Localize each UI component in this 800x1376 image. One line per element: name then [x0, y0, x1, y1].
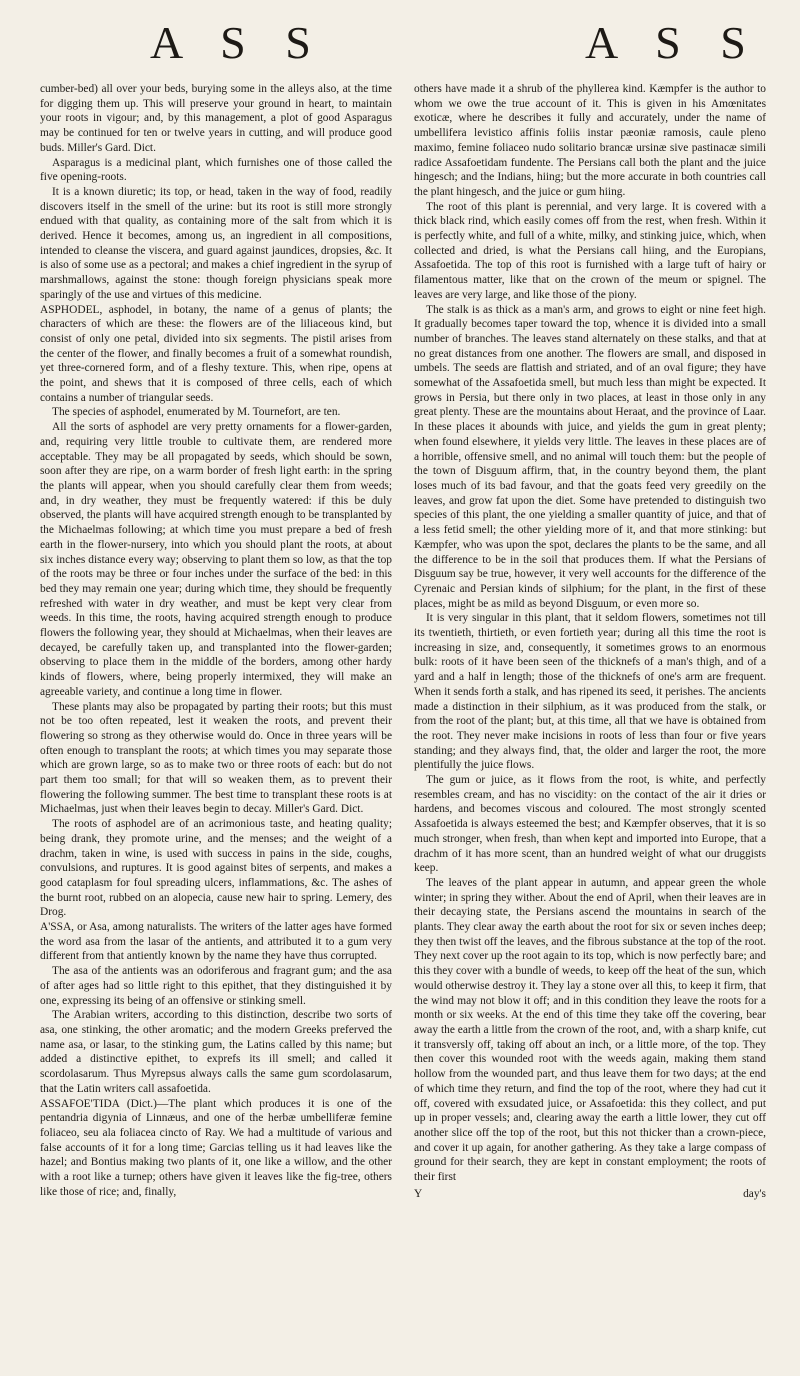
paragraph: It is very singular in this plant, that it seldom flowers, sometimes not till its twentieth, thirtieth, or even fortieth year; during all this time the root is increasing in size, and, consequently, it sometimes grows to an enormous bulk: roots of it have been seen of the thicknefs of a man's thigh, and of a yard and a half in length; those of the thicknefs of one's arm are frequent. When it sends forth a stalk, and has ripened its seed, it perishes. The ancients made a distinction in their silphium, as it was produced from the stalk, or from the root of the plant; but, at this time, all that we have is obtained from the root. They never make incisions in roots of less than four or five years standing; and they always find, that, the older and larger the root, the more plentifully the juice flows.	[414, 612, 766, 772]
paragraph: The roots of asphodel are of an acrimonious taste, and heating quality; being drank, they promote urine, and the menses; and the weight of a drachm, taken in wine, is used with success in pains in the side, coughs, convulsions, and ruptures. It is good against bites of serpents, and makes a good cataplasm for foul spreading ulcers, inflammations, &c. The ashes of the burnt root, rubbed on an alopecia, cause new hair to spring. Lemery, des Drog.	[40, 818, 392, 919]
paragraph: These plants may also be propagated by parting their roots; but this must not be too often repeated, lest it weaken the roots, and prevent their flowering so strong as they otherwise would do. Once in three years will be often enough to transplant the roots; at which times you may separate those which are grown large, so as to make two or three roots of each: but do not part them too small; for that will so weaken them, as to prevent their flowering the following summer. The best time to transplant these roots is at Michaelmas, just when their leaves begin to decay. Miller's Gard. Dict.	[40, 700, 392, 816]
paragraph: The species of asphodel, enumerated by M. Tournefort, are ten.	[52, 406, 341, 419]
paragraph: The stalk is as thick as a man's arm, and grows to eight or nine feet high. It gradually becomes taper toward the top, whence it is divided into a small number of branches. The leaves stand alternately on these stalks, and that at no great distances from one another. The flowers are small, and disposed in umbels. The seeds are flattish and striated, and of an oval figure; they have somewhat of the Assafoetida smell, but much less than might be expected. It grows in Persia, but there only in two places, at least in those only in any great plenty. These are the mountains about Heraat, and the province of Laar. In these places it abounds with juice, and yields the gum in great plenty; when found elsewhere, it yields very little. The leaves in these places are of a horrible, offensive smell, and no animal will touch them: but the people of the town of Disguum affirm, that, in the country beyond them, the plant loses much of its bad favour, and that the goats feed very greedily on the leaves, and grow fat upon the diet. Some have pretended to distinguish two species of this plant, the one yielding a smaller quantity of juice, and that of a less fetid smell; the other yielding more of it, and that more stinking: but Kæmpfer, who was upon the spot, declares the plants to be the same, and all the difference to be in the soil that produces them. If what the Persians of Disguum say be true, however, it very well accounts for the difference of the Cyrenaic and Persian kinds of silphium; for the plant, in the first of these places, might be as mild as beyond Disguum, or even more so.	[414, 303, 766, 610]
paragraph: The root of this plant is perennial, and very large. It is covered with a thick black rind, which easily comes off from the rest, when fresh. Within it is perfectly white, and full of a white, milky, and stinking juice, which, when collected and dried, is what the Persians call hiing, and the Europians, Assafoetida. The top of this root is furnished with a large tuft of hairy or filamentous matter, like that on the crown of the meum or spignel. The leaves are very large, and like those of the piony.	[414, 200, 766, 301]
signature-mark: Y	[414, 1187, 423, 1200]
paragraph: The leaves of the plant appear in autumn, and appear green the whole winter; in spring they wither. About the end of April, when their leaves are in their decaying state, the Persians ascend the mountains in search of the plants. They clear away the earth about the root for six or seven inches deep; they then twist off the leaves, and the fibrous substance at the top of the root. They next cover up the root again to its top, which is now perfectly bare; and this they cover with a bundle of weeds, to keep off the heat of the sun, which would otherwise destroy it. They lay a stone over all this, to keep it firm, that the wind may not blow it off; and in this condition they leave the roots for a month or six weeks. At the end of this time they take off the covering, bear away the earth a little from the crown of the root, and, with a sharp knife, cut it transversly off, taking off about an inch, or a little more, of the top. They then cover this wounded root with the weeds again, making them stand hollow from the wounded part, and thus leave them for two days; at the end of which time they return, and find the top of the root, where they had cut it off, covered with exsudated juice, or Assafoetida: this they collect, and put up in proper vessels; and, clearing away the earth a little lower, they cut off another slice off the top of the root, but this not thicker than a crown-piece, and cover it up again, for another gathering. As they take a large compass of ground for their search, they are kept in constant employment; the roots of their first	[414, 876, 766, 1184]
header-left-headword: A S S	[150, 17, 325, 68]
page-footer	[414, 1187, 766, 1202]
paragraph: All the sorts of asphodel are very pretty ornaments for a flower-garden, and, requiring very little trouble to cultivate them, are rendered more acceptable. They may be all propagated by seeds, which should be sown, soon after they are ripe, on a warm border of fresh light earth: in the spring the plants will appear, when you should carefully clear them from weeds; and, in dry weather, they must be frequently watered: if this be duly observed, the plants will have acquired strength enough to be transplanted by the Michaelmas following; at which time you must prepare a bed of fresh earth in the flower-nursery, into which you should plant the roots, at about six inches distance every way; observing to plant them so low, as that the top of the roots may be three or four inches under the surface of the bed: in this bed they may remain one year; during which time, they should be frequently refreshed with water in dry weather, and must be kept very clear from weeds. In this time, the roots, having acquired strength enough to produce flowers the following year, they should at Michaelmas, when their leaves are decayed, be carefully taken up, and transplanted into the flower-garden; observing to place them in the middle of the borders, among other hardy kinds of flowers, where, being properly intermixed, they will make an agreeable variety, and continue a long time in flower.	[40, 421, 392, 698]
paragraph: The Arabian writers, according to this distinction, describe two sorts of asa, one stinking, the other aromatic; and the modern Greeks preferved the name asa, or lasar, to the stinking gum, the Latins called by this name; but added a distinctive epithet, to exprefs its ill smell; and called it scordolasarum. Thus Myrepsus always calls the same gum scordolasarum, that the Latin writers call assafoetida.	[40, 1009, 392, 1095]
right-column	[414, 82, 766, 1362]
paragraph: others have made it a shrub of the phyllerea kind. Kæmpfer is the author to whom we owe the true account of it. This is given in his Amœnitates exoticæ, where he describes it fully and accurately, under the name of umbellifera levistico affinis foliis instar pæoniæ ramosis, caule pleno maximo, femine foliaceo nudo solitario brancæ ursinæ sive pastinacæ simili radice Assafoetidam fundente. The Persians call both the plant and the juice hingesch; and the Indians, hiing; but the more accurate in both countries call the plant hingesch, and the juice or gum hiing.	[414, 83, 766, 198]
paragraph: It is a known diuretic; its top, or head, taken in the way of food, readily discovers itself in the smell of the urine: but its root is still more strongly endued with that quality, as containing more of the salt from which it is derived. Hence it becomes, among us, an ingredient in all compositions, intended to cleanse the viscera, and guard against jaundices, dropsies, &c. It is also of some use as a pectoral; and makes a chief ingredient in the syrup of marshmallows, against the stone: though foreign physicians speak more sparingly of the use and virtues of this medicine.	[40, 185, 392, 301]
paragraph: cumber-bed) all over your beds, burying some in the alleys also, at the time for digging them up. This will preserve your ground in heart, to maintain your roots in vigour; and, by this management, a plot of good Asparagus may be continued for ten or twelve years in cutting, and will produce good buds. Miller's Gard. Dict.	[40, 83, 392, 154]
entry-assa: A'SSA, or Asa, among naturalists. The writers of the latter ages have formed the word asa from the lasar of the antients, and attributed it to a gum very different from that antiently known by the name they have thus corrupted.	[40, 921, 392, 963]
entry-assafoetida: ASSAFOE'TIDA (Dict.)—The plant which produces it is one of the pentandria digynia of Linnæus, and one of the herbæ umbelliferæ femine foliaceo, seu ala foliacea cincto of Ray. We had a multitude of various and false accounts of it for a long time; Garcias telling us it had leaves like the hazel; and Bontius making two plants of it, one like a willow, and the other with a root like a turnep; others have given it leaves like the fig-tree, others like those of rice; and, finally,	[40, 1097, 392, 1198]
entry-asphodel: ASPHODEL, asphodel, in botany, the name of a genus of plants; the characters of which are these: the flowers are of the liliaceous kind, but consist of only one petal, divided into six segments. The pistil arises from the center of the flower, and finally becomes a fruit of a somewhat roundish, yet three-cornered form, and of a fleshy texture. This, when ripe, opens at the point, and shews that it is composed of three cells, each of which contains a number of triangular seeds.	[40, 303, 392, 404]
catchword: day's	[743, 1187, 766, 1200]
running-header	[40, 0, 766, 78]
header-right-headword: A S S	[585, 17, 760, 68]
paragraph: The asa of the antients was an odoriferous and fragrant gum; and the asa of after ages had so little right to this epithet, that they distinguished it by one, expressing its being of an offensive or stinking smell.	[40, 965, 392, 1007]
text-columns	[40, 82, 766, 1362]
paragraph: The gum or juice, as it flows from the root, is white, and perfectly resembles cream, and has no viscidity: on the contact of the air it dries or hardens, and becomes viscous and coloured. The most strongly scented Assafoetida is always esteemed the best; and Kæmpfer observes, that it is so much stronger, when fresh, than when kept and imported into Europe, that a drachm of it has more scent, than an hundred weight of what our druggists keep.	[414, 774, 766, 875]
paragraph: Asparagus is a medicinal plant, which furnishes one of those called the five opening-roots.	[40, 156, 392, 184]
left-column	[40, 82, 392, 1362]
